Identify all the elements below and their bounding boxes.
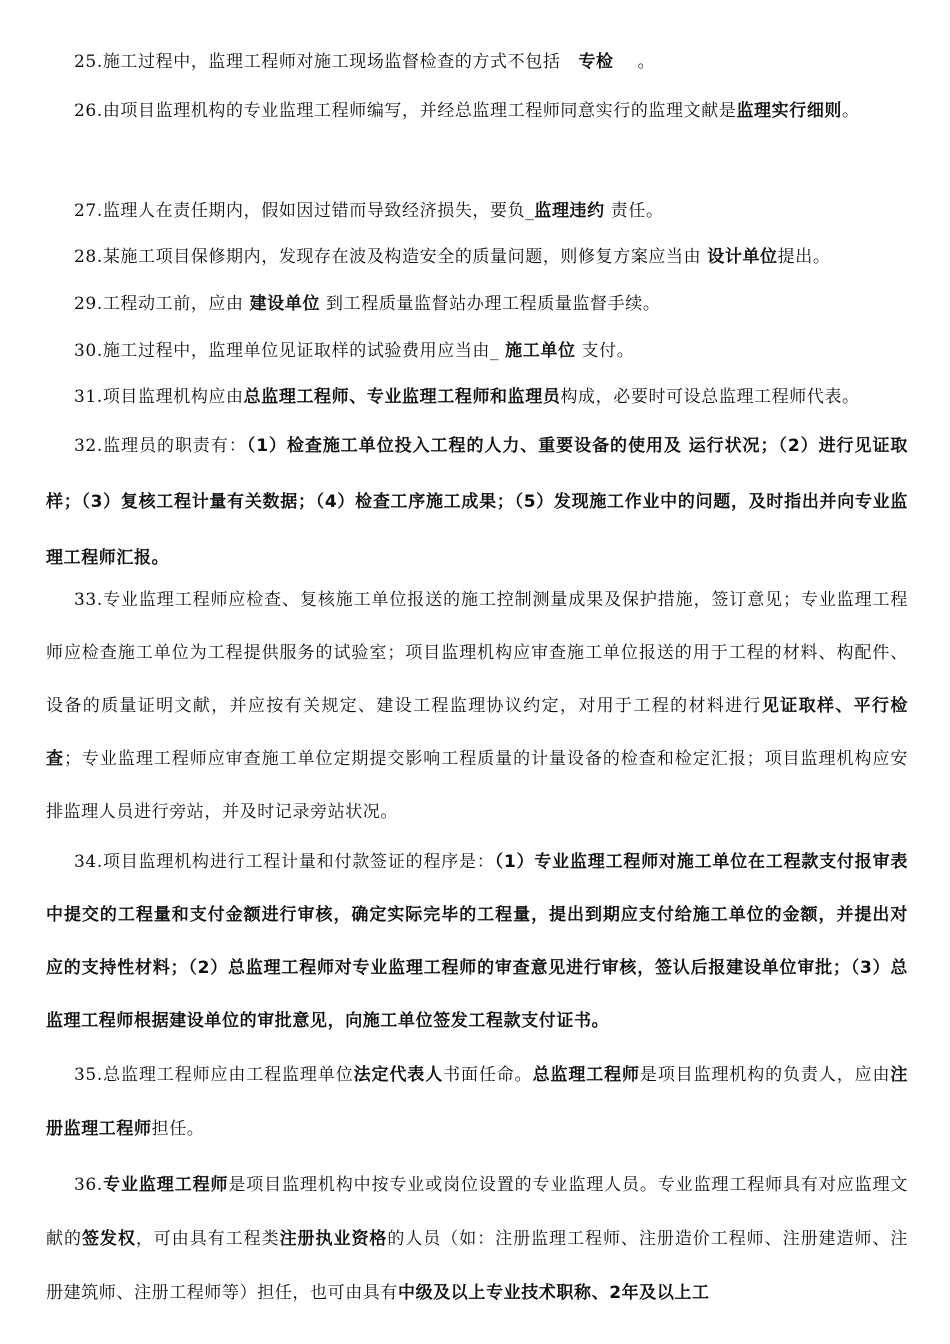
item-26: [46, 84, 908, 138]
item-36-text: 是项目监理机构中按专业或岗位设置的专业监理人员。专业监理工程师具有对应监理文献的: [46, 1175, 908, 1249]
item-36-text-2: ，可由具有工程类: [135, 1229, 280, 1249]
item-25-text: 25.施工过程中，监理工程师对施工现场监督检查的方式不包括: [74, 52, 561, 72]
item-27-end: 责任。: [604, 201, 664, 221]
item-36-number: 36.: [74, 1175, 103, 1195]
item-30: [46, 325, 908, 377]
item-36-answer-2: 签发权: [81, 1229, 136, 1249]
item-29-text: 29.工程动工前，应由: [74, 294, 250, 314]
item-35-text: 35.总监理工程师应由工程监理单位: [74, 1065, 354, 1085]
item-27: [46, 185, 908, 237]
item-29-answer: 建设单位: [249, 294, 321, 314]
item-30-answer: 施工单位: [505, 341, 576, 361]
item-29-end: 到工程质量监督站办理工程质量监督手续。: [320, 294, 661, 314]
item-31: [46, 371, 908, 423]
item-34-text: 34.项目监理机构进行工程计量和付款签证的程序是：: [74, 852, 495, 872]
item-31-end: 构成，必要时可设总监理工程师代表。: [560, 387, 860, 407]
item-33-text: 33.专业监理工程师应检查、复核施工单位报送的施工控制测量成果及保护措施，签订意见；专业监理工程师应检查施工单位为工程提供服务的试验室；项目监理机构应审查施工单位报送的用于工程的材料、构配件、设备的质量证明文献，并应按有关规定、建设工程监理协议约定，对用于工程的材料进行: [46, 590, 908, 716]
item-28-answer: 设计单位: [707, 247, 778, 267]
item-28-end: 提出。: [777, 247, 831, 267]
item-35-end: 担任。: [151, 1119, 205, 1139]
item-34-answer: （1）专业监理工程师对施工单位在工程款支付报审表中提交的工程量和支付金额进行审核，确定实际完毕的工程量，提出到期应支付给施工单位的金额，并提出对应的支持性材料；（2）总监理工程师对专业监理工程师的审查意见进行审核，签认后报建设单位审批；（3）总监理工程师根据建设单位的审批意见，向施工单位签发工程款支付证书。: [46, 852, 908, 1031]
item-36-answer-3: 注册执业资格: [279, 1229, 388, 1249]
item-25-answer: 专检: [578, 52, 614, 72]
item-28: [46, 231, 908, 283]
item-32-answer: （1）检查施工单位投入工程的人力、重要设备的使用及 运行状况；（2）进行见证取样；（3）复核工程计量有关数据；（4）检查工序施工成果；（5）发现施工作业中的问题，及时指出并向专业监理工程师汇报。: [46, 436, 908, 568]
item-32: [46, 418, 908, 586]
item-35-text-2: 书面任命。: [443, 1065, 533, 1085]
item-36: [46, 1158, 908, 1320]
item-32-text: 32.监理员的职责有：: [74, 436, 247, 456]
item-30-text: 30.施工过程中，监理单位见证取样的试验费用应当由_: [74, 341, 506, 361]
item-35: [46, 1048, 908, 1156]
item-31-text: 31.项目监理机构应由: [74, 387, 244, 407]
item-26-answer: 监理实行细则: [736, 101, 843, 121]
item-25-end: 。: [637, 52, 656, 72]
item-29: [46, 278, 908, 330]
item-35-text-3: 是项目监理机构的负责人，应由: [639, 1065, 891, 1085]
item-26-text: 26.由项目监理机构的专业监理工程师编写，并经总监理工程师同意实行的监理文献是: [74, 101, 737, 121]
item-26-end: 。: [842, 101, 860, 121]
item-27-answer: 监理违约: [534, 201, 605, 221]
item-36-text-3: 的人员（如：注册监理工程师、注册造价工程师、注册建造师、注册建筑师、注册工程师等）担任，也可由具有: [46, 1229, 908, 1303]
item-35-answer-1: 法定代表人: [353, 1065, 444, 1085]
item-35-answer-3: 注册监理工程师: [46, 1065, 909, 1139]
item-30-end: 支付。: [575, 341, 635, 361]
item-34: [46, 836, 908, 1048]
item-27-text: 27.监理人在责任期内，假如因过错而导致经济损失，要负_: [74, 201, 535, 221]
item-25-gap: [560, 52, 578, 72]
item-36-answer-4: 中级及以上专业技术职称、2年及以上工: [398, 1283, 710, 1303]
item-33-end: ；专业监理工程师应审查施工单位定期提交影响工程质量的计量设备的检查和检定汇报；项目监理机构应安排监理人员进行旁站，并及时记录旁站状况。: [46, 749, 908, 822]
item-33: [46, 574, 908, 839]
item-25-gap-2: [614, 52, 638, 72]
item-33-answer: 见证取样、平行检查: [46, 696, 908, 769]
item-25: [46, 36, 908, 88]
item-36-answer-1: 专业监理工程师: [102, 1175, 229, 1195]
item-35-answer-2: 总监理工程师: [532, 1065, 640, 1085]
item-28-text: 28.某施工项目保修期内，发现存在波及构造安全的质量问题，则修复方案应当由: [74, 247, 708, 267]
item-31-answer: 总监理工程师、专业监理工程师和监理员: [243, 387, 561, 407]
